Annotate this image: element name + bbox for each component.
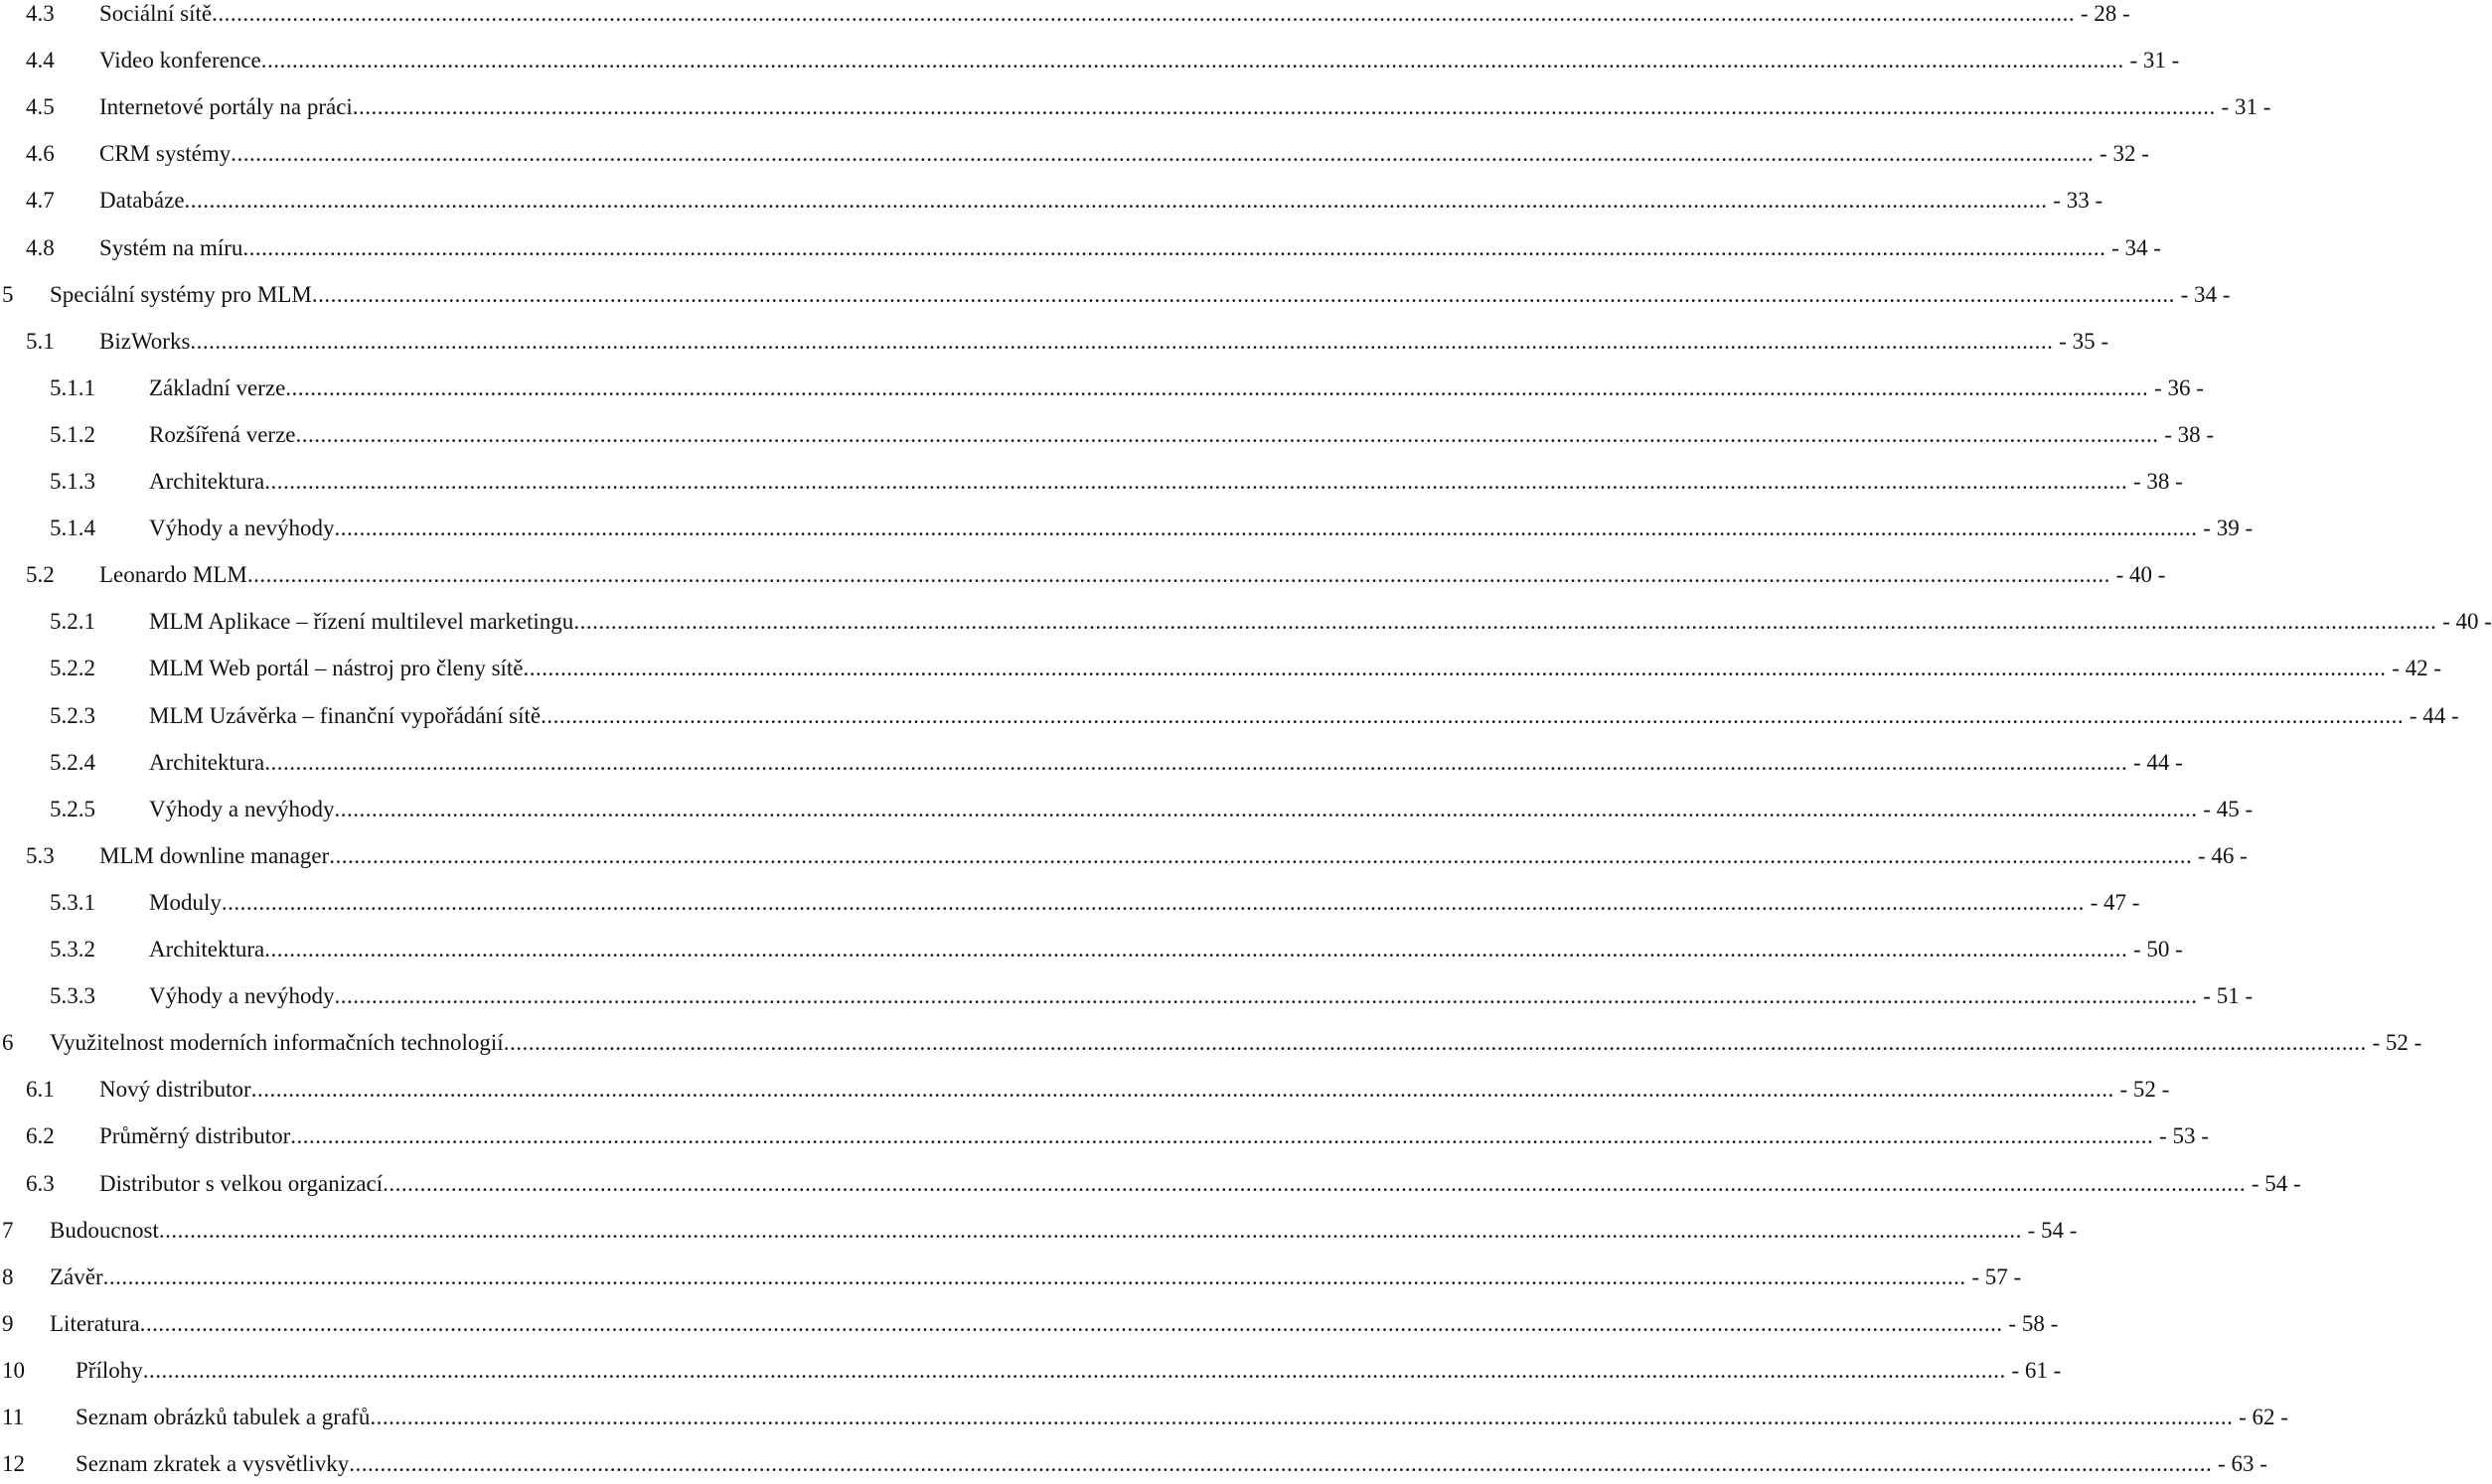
toc-entry-number: 4.7 — [26, 188, 55, 214]
toc-entry[interactable] — [0, 1258, 2022, 1297]
toc-entry-number: 5.1.1 — [50, 374, 95, 400]
toc-entry-title: MLM downline manager — [99, 842, 330, 868]
toc-entry-page: - 63 - — [2212, 1451, 2267, 1477]
toc-entry-number: 5.2.4 — [50, 749, 95, 775]
toc-dot-leader: ............................................................................................................................................................................................................................................................................................................ — [242, 234, 2106, 260]
toc-entry-title: CRM systémy — [99, 141, 232, 167]
toc-entry-number: 5.1.4 — [50, 516, 95, 541]
toc-entry-number: 6.3 — [26, 1170, 55, 1196]
toc-entry[interactable] — [0, 1070, 2170, 1110]
toc-entry-page: - 31 - — [2123, 48, 2180, 74]
toc-dot-leader: ............................................................................................................................................................................................................................................................................................................ — [142, 1357, 2006, 1383]
toc-entry-number: 5.2.2 — [50, 656, 95, 681]
toc-entry-number: 4.5 — [26, 94, 55, 120]
toc-entry-number: 5.1.2 — [50, 421, 95, 447]
toc-entry[interactable] — [0, 462, 2183, 502]
toc-entry-title: Architektura — [149, 749, 265, 775]
toc-entry-page: - 32 - — [2094, 141, 2149, 167]
toc-dot-leader: ............................................................................................................................................................................................................................................................................................................ — [212, 1, 2076, 26]
toc-entry-title: Databáze — [99, 188, 185, 214]
toc-entry-title: Internetové portály na práci — [99, 94, 353, 120]
toc-entry-number: 5.1.3 — [50, 469, 95, 494]
toc-entry-title: Využitelnost moderních informačních technologií — [50, 1030, 504, 1056]
toc-entry-title: Rozšířená verze — [149, 421, 296, 447]
toc-entry-title: MLM Aplikace – řízení multilevel marketingu — [149, 609, 574, 635]
toc-entry-title: Video konference — [99, 48, 261, 74]
toc-entry-number: 5.1 — [26, 328, 55, 354]
toc-entry-number: 5.2.3 — [50, 702, 95, 728]
toc-entry-title: Architektura — [149, 469, 265, 494]
toc-entry[interactable] — [0, 1398, 2288, 1437]
toc-entry-number: 5.2 — [26, 562, 55, 588]
toc-dot-leader: ............................................................................................................................................................................................................................................................................................................ — [190, 328, 2054, 354]
toc-entry-number: 11 — [2, 1405, 25, 1429]
toc-entry[interactable] — [0, 649, 2442, 688]
toc-entry[interactable] — [0, 883, 2140, 923]
toc-dot-leader: ............................................................................................................................................................................................................................................................................................................ — [349, 1451, 2213, 1477]
toc-entry-title: Závěr — [50, 1263, 103, 1289]
toc-entry-title: Speciální systémy pro MLM — [50, 281, 312, 307]
toc-entry[interactable] — [0, 1211, 2078, 1251]
toc-dot-leader: ............................................................................................................................................................................................................................................................................................................ — [523, 656, 2387, 681]
toc-entry[interactable] — [0, 790, 2254, 829]
toc-entry-page: - 53 - — [2153, 1123, 2209, 1149]
toc-entry-number: 12 — [2, 1451, 25, 1477]
toc-entry-page: - 40 - — [2109, 562, 2166, 588]
toc-entry-number: 5.3.1 — [50, 889, 95, 915]
toc-entry-title: Architektura — [149, 937, 265, 962]
toc-entry-page: - 58 - — [2002, 1310, 2059, 1336]
toc-entry[interactable] — [0, 743, 2183, 783]
toc-entry-number: 4.8 — [26, 234, 55, 260]
toc-dot-leader: ............................................................................................................................................................................................................................................................................................................ — [246, 562, 2110, 588]
toc-entry[interactable] — [0, 1444, 2267, 1484]
toc-entry-page: - 35 - — [2053, 328, 2108, 354]
toc-entry-page: - 33 - — [2047, 188, 2103, 214]
toc-entry-page: - 34 - — [2174, 281, 2231, 307]
toc-entry-page: - 45 - — [2197, 796, 2254, 821]
toc-entry-page: - 46 - — [2192, 842, 2248, 868]
toc-dot-leader: ............................................................................................................................................................................................................................................................................................................ — [541, 702, 2405, 728]
toc-entry-title: Výhody a nevýhody — [149, 983, 335, 1009]
toc-dot-leader: ............................................................................................................................................................................................................................................................................................................ — [184, 188, 2048, 214]
toc-entry-title: Průměrný distributor — [99, 1123, 291, 1149]
toc-dot-leader: ............................................................................................................................................................................................................................................................................................................ — [264, 749, 2128, 775]
toc-entry[interactable] — [0, 1351, 2062, 1391]
toc-entry-page: - 38 - — [2127, 469, 2183, 494]
toc-entry-number: 6.2 — [26, 1123, 55, 1149]
toc-entry-page: - 38 - — [2158, 421, 2215, 447]
toc-entry-title: BizWorks — [99, 328, 191, 354]
toc-entry-title: Výhody a nevýhody — [149, 796, 335, 821]
toc-dot-leader: ............................................................................................................................................................................................................................................................................................................ — [352, 94, 2216, 120]
toc-entry-title: Základní verze — [149, 374, 286, 400]
toc-dot-leader: ............................................................................................................................................................................................................................................................................................................ — [295, 421, 2159, 447]
toc-entry[interactable] — [0, 509, 2254, 548]
toc-entry-title: MLM Web portál – nástroj pro členy sítě — [149, 656, 524, 681]
toc-dot-leader: ............................................................................................................................................................................................................................................................................................................ — [370, 1405, 2234, 1429]
toc-entry-page: - 44 - — [2127, 749, 2183, 775]
toc-entry-number: 4.3 — [26, 1, 55, 26]
toc-dot-leader: ............................................................................................................................................................................................................................................................................................................ — [334, 516, 2198, 541]
toc-entry[interactable] — [0, 1164, 2301, 1204]
toc-dot-leader: ............................................................................................................................................................................................................................................................................................................ — [139, 1310, 2003, 1336]
toc-entry-page: - 54 - — [2246, 1170, 2301, 1196]
toc-entry-title: Budoucnost — [50, 1217, 159, 1243]
toc-entry-number: 6.1 — [26, 1077, 55, 1103]
toc-entry-number: 5.2.1 — [50, 609, 95, 635]
toc-entry-page: - 51 - — [2197, 983, 2254, 1009]
toc-dot-leader: ............................................................................................................................................................................................................................................................................................................ — [383, 1170, 2247, 1196]
toc-entry-number: 5.3.2 — [50, 937, 95, 962]
toc-dot-leader: ............................................................................................................................................................................................................................................................................................................ — [573, 609, 2437, 635]
toc-entry[interactable] — [0, 1304, 2059, 1344]
toc-entry-number: 5 — [2, 281, 14, 307]
toc-entry[interactable] — [0, 181, 2103, 221]
toc-entry[interactable] — [0, 836, 2248, 876]
toc-entry[interactable] — [0, 275, 2231, 315]
toc-dot-leader: ............................................................................................................................................................................................................................................................................................................ — [260, 48, 2124, 74]
toc-entry-title: Sociální sítě — [99, 1, 213, 26]
toc-dot-leader: ............................................................................................................................................................................................................................................................................................................ — [503, 1030, 2367, 1056]
toc-entry-title: Literatura — [50, 1310, 140, 1336]
toc-dot-leader: ............................................................................................................................................................................................................................................................................................................ — [250, 1077, 2114, 1103]
toc-entry-number: 5.3 — [26, 842, 55, 868]
toc-entry-title: Nový distributor — [99, 1077, 251, 1103]
toc-entry-page: - 39 - — [2197, 516, 2254, 541]
toc-entry[interactable] — [0, 415, 2215, 455]
toc-entry-page: - 40 - — [2436, 609, 2492, 635]
toc-entry-number: 4.4 — [26, 48, 55, 74]
toc-dot-leader: ............................................................................................................................................................................................................................................................................................................ — [285, 374, 2149, 400]
toc-entry-page: - 28 - — [2075, 1, 2130, 26]
toc-entry-number: 4.6 — [26, 141, 55, 167]
toc-entry-page: - 36 - — [2148, 374, 2204, 400]
toc-dot-leader: ............................................................................................................................................................................................................................................................................................................ — [329, 842, 2193, 868]
toc-entry-number: 8 — [2, 1263, 14, 1289]
toc-entry-page: - 31 - — [2215, 94, 2271, 120]
toc-entry-title: Seznam obrázků tabulek a grafů — [76, 1405, 371, 1429]
toc-dot-leader: ............................................................................................................................................................................................................................................................................................................ — [158, 1217, 2022, 1243]
toc-entry-title: Distributor s velkou organizací — [99, 1170, 384, 1196]
toc-dot-leader: ............................................................................................................................................................................................................................................................................................................ — [311, 281, 2175, 307]
toc-entry-page: - 57 - — [1965, 1263, 2022, 1289]
toc-entry-page: - 61 - — [2005, 1357, 2062, 1383]
toc-dot-leader: ............................................................................................................................................................................................................................................................................................................ — [290, 1123, 2154, 1149]
toc-entry[interactable] — [0, 1023, 2422, 1063]
toc-entry-title: Seznam zkratek a vysvětlivky — [76, 1451, 350, 1477]
toc-dot-leader: ............................................................................................................................................................................................................................................................................................................ — [264, 937, 2128, 962]
toc-entry[interactable] — [0, 41, 2180, 80]
toc-entry[interactable] — [0, 930, 2183, 969]
toc-dot-leader: ............................................................................................................................................................................................................................................................................................................ — [334, 983, 2198, 1009]
toc-entry-page: - 52 - — [2113, 1077, 2170, 1103]
toc-entry[interactable] — [0, 0, 2130, 34]
toc-entry-title: Systém na míru — [99, 234, 243, 260]
toc-dot-leader: ............................................................................................................................................................................................................................................................................................................ — [334, 796, 2198, 821]
toc-entry-page: - 54 - — [2021, 1217, 2078, 1243]
toc-entry-title: Přílohy — [76, 1357, 143, 1383]
toc-entry[interactable] — [0, 322, 2108, 362]
toc-entry[interactable] — [0, 1116, 2209, 1156]
toc-entry-number: 5.2.5 — [50, 796, 95, 821]
toc-entry-title: Výhody a nevýhody — [149, 516, 335, 541]
toc-entry[interactable] — [0, 228, 2161, 268]
toc-entry-page: - 52 - — [2366, 1030, 2422, 1056]
toc-entry-title: MLM Uzávěrka – finanční vypořádání sítě — [149, 702, 542, 728]
toc-entry-page: - 47 - — [2084, 889, 2140, 915]
toc-entry[interactable] — [0, 369, 2204, 408]
toc-entry-title: Moduly — [149, 889, 222, 915]
toc-entry-number: 9 — [2, 1310, 14, 1336]
toc-dot-leader: ............................................................................................................................................................................................................................................................................................................ — [264, 469, 2128, 494]
toc-entry-number: 6 — [2, 1030, 14, 1056]
toc-entry[interactable] — [0, 555, 2166, 595]
toc-entry[interactable] — [0, 976, 2254, 1016]
toc-entry[interactable] — [0, 87, 2271, 127]
toc-entry-number: 5.3.3 — [50, 983, 95, 1009]
toc-entry-number: 7 — [2, 1217, 14, 1243]
toc-entry[interactable] — [0, 602, 2492, 642]
toc-entry-title: Leonardo MLM — [99, 562, 247, 588]
toc-entry[interactable] — [0, 696, 2459, 736]
toc-dot-leader: ............................................................................................................................................................................................................................................................................................................ — [221, 889, 2085, 915]
toc-entry-page: - 62 - — [2233, 1405, 2288, 1429]
toc-entry-page: - 44 - — [2404, 702, 2459, 728]
toc-dot-leader: ............................................................................................................................................................................................................................................................................................................ — [102, 1263, 1966, 1289]
toc-dot-leader: ............................................................................................................................................................................................................................................................................................................ — [231, 141, 2095, 167]
toc-entry-number: 10 — [2, 1357, 25, 1383]
toc-entry[interactable] — [0, 134, 2149, 174]
toc-entry-page: - 50 - — [2127, 937, 2183, 962]
toc-entry-page: - 34 - — [2105, 234, 2161, 260]
toc-entry-page: - 42 - — [2386, 656, 2442, 681]
